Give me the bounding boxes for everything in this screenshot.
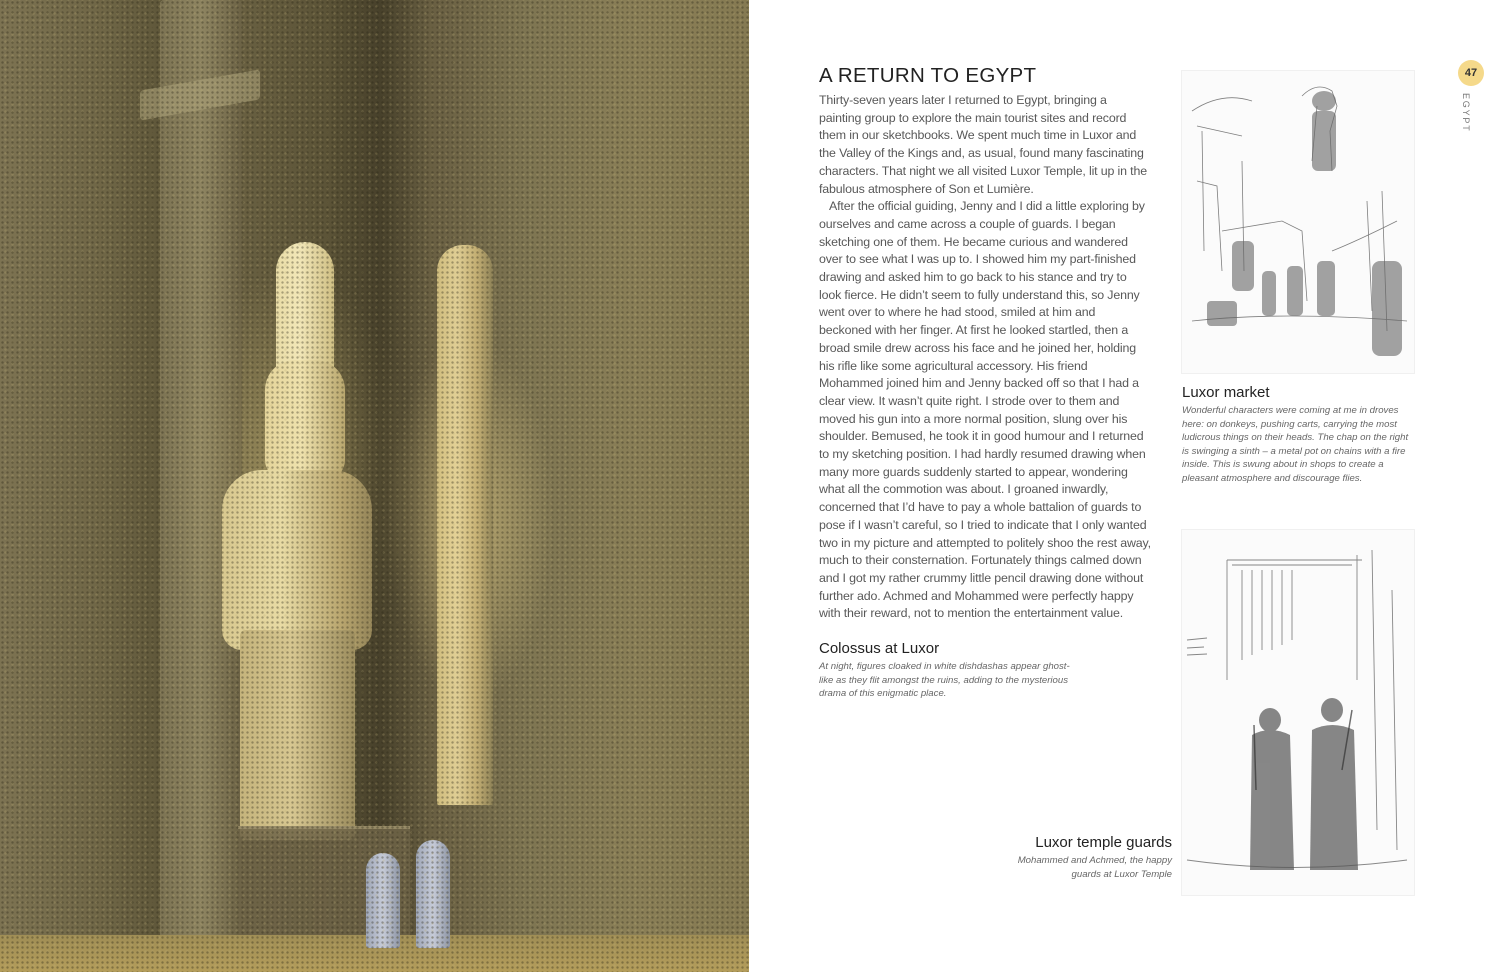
caption-market [1182,384,1412,485]
article-body [819,92,1151,623]
caption-text: Mohammed and Achmed, the happy guards at Luxor Temple [1017,855,1172,880]
luxor-temple-guards-sketch [1181,529,1415,896]
caption-title: Colossus at Luxor [819,640,940,657]
article-title: A RETURN TO EGYPT [819,64,1037,87]
luxor-market-sketch [1181,70,1415,374]
caption-text: Wonderful characters were coming at me in droves here: on donkeys, pushing carts, carrying the most ludicrous things on their heads. The chap on the right is swinging a sinth – a metal pot on chains with a fire inside. This is swung about in shops to create a pleasant atmosphere and discourage flies. [1182,405,1409,484]
paint-texture [0,0,749,972]
guards-sketch-drawing [1182,530,1414,895]
page-number: 47 [1458,60,1484,86]
colossus-painting [0,0,749,972]
caption-title: Luxor temple guards [1035,834,1172,851]
caption-text: At night, figures cloaked in white dishdashas appear ghost-like as they flit amongst the ruins, adding to the mysterious drama of this enigmatic place. [819,661,1070,699]
caption-guards [1010,834,1172,881]
paragraph: After the official guiding, Jenny and I did a little exploring by ourselves and came across a couple of guards. I began sketching one of them. He became curious and wandered over to see what I was up to. I showed him my part-finished drawing and asked him to go back to his stance and try to look fierce. He didn’t seem to fully understand this, so Jenny went over to where he had stood, smiled at him and beckoned with her finger. At first he looked startled, then a broad smile drew across his face and he joined her, holding his rifle like some agricultural accessory. His friend Mohammed joined him and Jenny backed off so that I had a clear view. It wasn’t quite right. I strode over to them and moved his gun into a more normal position, slung over his shoulder. Bemused, he took it in good humour and I returned to my sketching position. I had hardly resumed drawing when many more guards suddenly started to appear, wondering what all the commotion was about. I groaned inwardly, concerned that I’d have to pay a whole battalion of guards to pose if I wasn’t careful, so I tried to indicate that I only wanted two in my picture and attempted to politely shoo the rest away, much to their consternation. Fortunately things calmed down and I got my rather crummy little pencil drawing done without further ado. Achmed and Mohammed were perfectly happy with their reward, not to mention the entertainment value. [819,199,1151,621]
caption-colossus [819,640,1071,701]
caption-title: Luxor market [1182,384,1270,401]
paragraph: Thirty-seven years later I returned to Egypt, bringing a painting group to explore the main tourist sites and record them in our sketchbooks. We spent much time in Luxor and the Valley of the Kings and, as usual, found many fascinating characters. That night we all visited Luxor Temple, lit up in the fabulous atmosphere of Son et Lumière. [819,93,1147,196]
running-head: EGYPT [1461,93,1471,133]
market-sketch-drawing [1182,71,1414,373]
